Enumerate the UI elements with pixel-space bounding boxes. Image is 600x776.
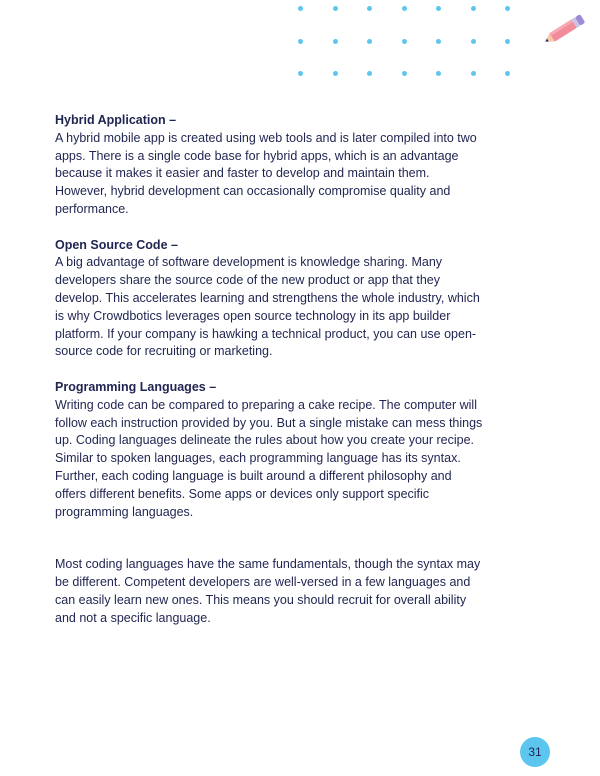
section-heading: Open Source Code –: [55, 237, 178, 252]
section-programming-languages: [55, 379, 485, 521]
decorative-dot: [505, 6, 510, 11]
section-body: Writing code can be compared to preparing a cake recipe. The computer will follow each instruction provided by you. But a single mistake can mess things up. Coding languages delineate the rules about how you create your recipe. Similar to spoken languages, each programming language has its syntax. Further, each coding language is built around a different philosophy and offers different benefits. Some apps or devices only support specific programming languages.: [55, 397, 483, 519]
decorative-dot: [367, 39, 372, 44]
closing-paragraph: Most coding languages have the same fundamentals, though the syntax may be different. Competent developers are well-versed in a few languages and can easily learn new ones. This means you should recruit for overall ability and not a specific language.: [55, 557, 481, 625]
decorative-dot: [298, 39, 303, 44]
decorative-dot: [298, 6, 303, 11]
decorative-dot: [436, 39, 441, 44]
decorative-dot: [333, 71, 338, 76]
decorative-dot: [402, 39, 407, 44]
decorative-dot: [367, 71, 372, 76]
page-number-badge: 31: [520, 737, 550, 767]
section-open-source-code: [55, 237, 485, 362]
decorative-dot: [471, 71, 476, 76]
decorative-dot: [436, 6, 441, 11]
decorative-dot: [333, 6, 338, 11]
pencil-icon: [538, 12, 590, 48]
decorative-dot: [471, 6, 476, 11]
section-body: A hybrid mobile app is created using web tools and is later compiled into two apps. There is a single code base for hybrid apps, which is an advantage because it makes it easier and faster to develop and maintain them. However, hybrid development can occasionally compromise quality and performance.: [55, 130, 477, 216]
decorative-dot: [505, 71, 510, 76]
decorative-dot: [402, 6, 407, 11]
section-heading: Programming Languages –: [55, 379, 217, 394]
decorative-dot: [367, 6, 372, 11]
section-body: A big advantage of software development is knowledge sharing. Many developers share the source code of the new product or app that they develop. This accelerates learning and strengthens the whole industry, which is why Crowdbotics leverages open source technology in its app builder platform. If your company is hawking a technical product, you can use open-source code for recruiting or marketing.: [55, 255, 480, 359]
decorative-dot: [333, 39, 338, 44]
section-heading: Hybrid Application –: [55, 113, 177, 127]
decorative-dot: [505, 39, 510, 44]
decorative-dot: [436, 71, 441, 76]
section-hybrid-application: [55, 112, 485, 219]
decorative-dot: [402, 71, 407, 76]
decorative-dot-grid: [298, 6, 522, 84]
decorative-dot: [298, 71, 303, 76]
page-content: [55, 112, 485, 628]
decorative-dot: [471, 39, 476, 44]
